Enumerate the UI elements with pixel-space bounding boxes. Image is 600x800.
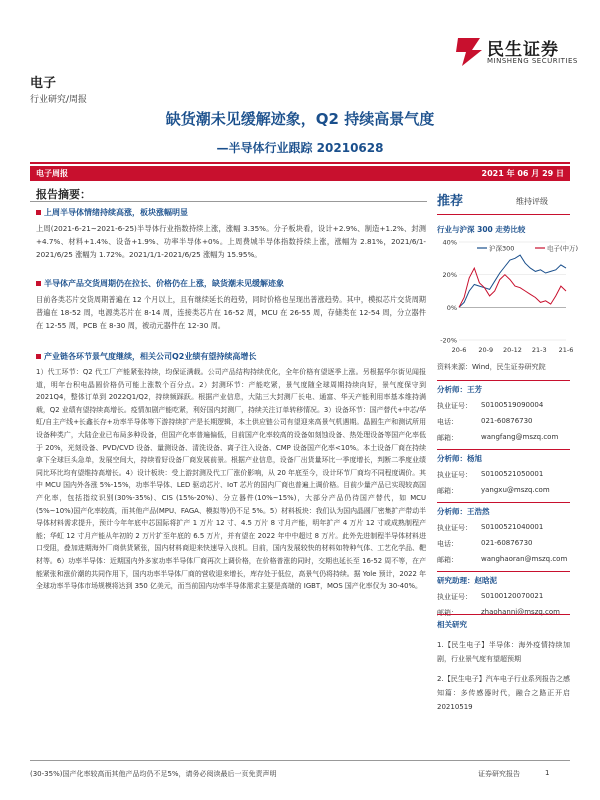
info-value: yangxu@mszq.com <box>481 486 550 494</box>
subcategory: 行业研究/周报 <box>30 95 88 105</box>
info-value: 021-60876730 <box>481 417 533 425</box>
analyst-info-row <box>437 592 570 602</box>
info-label: 邮箱： <box>437 556 458 564</box>
rating: 推荐 <box>437 194 464 209</box>
analyst-block <box>437 449 570 496</box>
info-label: 执业证号： <box>437 593 472 601</box>
section-2-heading: 半导体产品交货周期仍在拉长、价格仍在上涨，缺货潮未见缓解迹象 <box>36 278 426 289</box>
analyst-info-row <box>437 417 570 427</box>
brand-name: 民生证券 <box>487 40 559 60</box>
analyst-name: 分析师：杨旭 <box>437 454 482 463</box>
page-number: 1 <box>545 769 550 777</box>
section-1-text: 上周(2021-6-21~2021-6-25)半导体行业指数持续上涨，涨幅 3.35%。分子板块看，设计+2.9%、制造+1.2%、封测+4.7%、材料+1.4%、设备+1.9%、功率半导体+0%。上周费城半导体指数持续上涨，涨幅为 2.81%，2021/6/1-2021/6/25 涨幅为 1.72%。2021/1/1-2021/6/25 涨幅为 15.95%。 <box>36 224 426 260</box>
chart-title: 行业与沪深 300 走势比较 <box>437 225 526 234</box>
brand-name-en: MINSHENG SECURITIES <box>487 57 578 65</box>
analyst-info-row <box>437 523 570 533</box>
series-line-1 <box>459 255 566 307</box>
info-value: wanghaoran@mszq.com <box>481 555 568 563</box>
analyst-info-row[interactable] <box>437 433 570 443</box>
analyst-info-row[interactable] <box>437 555 570 565</box>
analyst-block <box>437 380 570 443</box>
footer-label: 证券研究报告 <box>478 770 520 778</box>
header-rule <box>30 162 570 164</box>
analyst-info-row <box>437 401 570 411</box>
performance-chart <box>437 236 579 356</box>
info-label: 电话： <box>437 540 458 548</box>
x-tick-label: 20-6 <box>451 346 467 354</box>
footer-disclaimer: (30-35%)国产化率较高而其他产品均仍不足5%，请务必阅读最后一页免责声明 <box>30 770 277 778</box>
analyst-name: 分析师：王浩然 <box>437 507 490 516</box>
info-value: S0100120070021 <box>481 592 544 600</box>
report-date: 2021 年 06 月 29 日 <box>481 169 564 178</box>
x-tick-label: 20-12 <box>503 346 522 354</box>
info-value: zhaohanni@mszq.com <box>481 608 560 616</box>
rating-sub: 维持评级 <box>516 197 548 206</box>
info-label: 执业证号： <box>437 524 472 532</box>
section-1-heading: 上周半导体情绪持续高涨，板块涨幅明显 <box>36 207 426 218</box>
y-tick-label: 20% <box>442 271 457 280</box>
info-label: 邮箱： <box>437 487 458 495</box>
section-3-heading: 产业链各环节景气度继续，相关公司Q2业绩有望持续高增长 <box>36 351 426 362</box>
analyst-list <box>437 380 570 624</box>
section-2-text: 目前各类芯片交货周期普遍在 12 个月以上，且有继续延长的趋势，同时价格也呈现出普涨趋势。其中，模拟芯片交货周期普遍在 18-52 周，电源类芯片在 8-14 周，连接类芯片在 16-52 周，MCU 在 26-55 周，存储类在 12-54 周，分立器件在 12-55 周，PCB 在 8-30 周，被动元器件在 12-30 周。 <box>36 295 426 331</box>
related-heading: 相关研究 <box>437 614 570 630</box>
info-label: 电话： <box>437 418 458 426</box>
info-value: 021-60876730 <box>481 539 533 547</box>
analyst-block <box>437 571 570 618</box>
report-subtitle: —半导体行业跟踪 20210628 <box>216 141 384 155</box>
info-value: S0100521050001 <box>481 470 544 478</box>
rating-rule <box>437 214 570 215</box>
x-tick-label: 20-9 <box>478 346 494 354</box>
analyst-name: 分析师：王芳 <box>437 385 482 394</box>
x-tick-label: 21-3 <box>531 346 547 354</box>
bullet-icon <box>36 281 41 286</box>
footer-rule <box>30 760 570 761</box>
y-tick-label: 40% <box>442 238 457 247</box>
bullet-icon <box>36 354 41 359</box>
analyst-info-row <box>437 539 570 549</box>
analyst-info-row[interactable] <box>437 486 570 496</box>
section-1 <box>36 207 426 262</box>
summary-heading: 报告摘要： <box>36 188 91 201</box>
legend-label: 电子(中万) <box>547 244 579 253</box>
info-value: S0100519090004 <box>481 401 544 409</box>
info-value: S0100521040001 <box>481 523 544 531</box>
report-title: 缺货潮未见缓解迹象，Q2 持续高景气度 <box>165 110 435 128</box>
analyst-block <box>437 502 570 565</box>
x-tick-label: 21-6 <box>558 346 574 354</box>
section-3 <box>36 351 426 593</box>
summary-rule <box>30 201 427 202</box>
y-tick-label: -20% <box>440 336 457 345</box>
series-line-2 <box>459 268 566 307</box>
analyst-info-row <box>437 470 570 480</box>
related-item-1[interactable]: 1.【民生电子】半导体：海外疫情持续加剧，行业景气度有望超预期 <box>437 641 570 663</box>
analyst-name: 研究助理：赵晗泥 <box>437 576 497 585</box>
section-2 <box>36 278 426 333</box>
info-label: 邮箱： <box>437 609 458 617</box>
info-label: 执业证号： <box>437 402 472 410</box>
legend-label: 沪深300 <box>489 244 515 253</box>
section-3-text: 1）代工环节：Q2 代工厂产能紧张持续，均保证满载。公司产品结构持续优化，全年价格有望逐季上涨。另根据华尔街见闻报道，明年台积电晶圆价格仍可能上涨数个百分点。2）封测环节：产能吃紧，景气度随全球周期持续向好，景气度保守到 2021Q4，整体订单到 2022Q1/Q2，持续频踩跃。根据产业信息，大陆三大封测厂长电、通富、华天产能利用率基本维持满载，Q2 业绩有望持续高增长。疫情加剧产能吃紧，利好国内封测厂，持续关注订单转移情况。3）设备环节：国产替代+中芯/华虹/自主产线+长鑫长存+功率半导体等下游持续扩产是长期逻辑，本土供应链公司有望迎来高景气机遇期。晶圆生产和测试所用设备种类广，大陆企业已布局多种设备，但国产化率普遍偏低，目前国产化率较高的设备如刻蚀设备、热处理设备等国产化率低于 20%，光刻设备、PVD/CVD 设备、量测设备、清洗设备、离子注入设备、CMP 设备国产化率<10%。本土设备厂商在持续拿下全球巨头急单，发展空间大，持续看好设备厂商发展前景。根据产业信息，设备厂出货量环比一季度增长，判断二季度业绩同比环比均有望维持高增长。4）设计板块：受上游封测及代工厂涨价影响，从 20 年底至今，设计环节厂商均不同程度调价。其中 MCU 国内外各涨 5%-15%，功率半导体、LED 驱动芯片、IoT 芯片的国内厂商也普遍上调价格。目前少量产品已实现较高国产化率，包括指纹识别(30%-35%)、CIS (15%-20%)、分立器件(10%~15%)，大部分产品仍待国产替代，如 MCU (5%~10%)国产化率较高，而其他产品(MPU、FAGA、模拟等)仍不足 5%。5）材料板块：我们认为国内晶圆厂密集扩产带动半导体材料需求提升，预计今年年底中芯国际将扩产 1 万片 12 寸、4.5 万片 8 寸月产能，明年扩产 4 万片 12 寸或成熟制程产能；华虹 12 寸月产能从年初的 2 万片扩至年底的 6.5 万片，并有望在 2022 年中中超过 8 万片。此外先进制程半导体材料进口受阻，叠加进期海外厂商供货紧张，国内材料商迎来快速导入良机。目前，国内发展较快的材料如特种气体、工艺化学品、靶材等。6）功率半导体：近期国内外多家功率半导体厂商再次上调价格，在价格普涨的同时，交期也延长至 16-52 周不等，在产能紧张和涨价潮的共同作用下，国内功率半导体厂商的营收迎来增长，库存处于低位，高景气仍将持续。据 Yole 预计，2022 年全球功率半导体市场规模将达到 350 亿美元，而当前国内功率半导体需求主要是高端的 IGBT，MOS 国产化率仅为 30-40%。 <box>36 368 426 591</box>
info-label: 执业证号： <box>437 471 472 479</box>
report-type: 电子周报 <box>36 169 68 178</box>
related-research <box>437 614 570 714</box>
category: 电子 <box>30 76 57 91</box>
chart-source: 资料来源：Wind，民生证券研究院 <box>437 363 546 371</box>
info-label: 邮箱： <box>437 434 458 442</box>
bullet-icon <box>36 210 41 215</box>
related-item-2[interactable]: 2.【民生电子】汽车电子行业系列报告之感知篇：多传感器时代，融合之路正开启 20210519 <box>437 675 570 711</box>
info-value: wangfang@mszq.com <box>481 433 559 441</box>
report-bar <box>30 166 570 181</box>
y-tick-label: 0% <box>446 303 457 312</box>
